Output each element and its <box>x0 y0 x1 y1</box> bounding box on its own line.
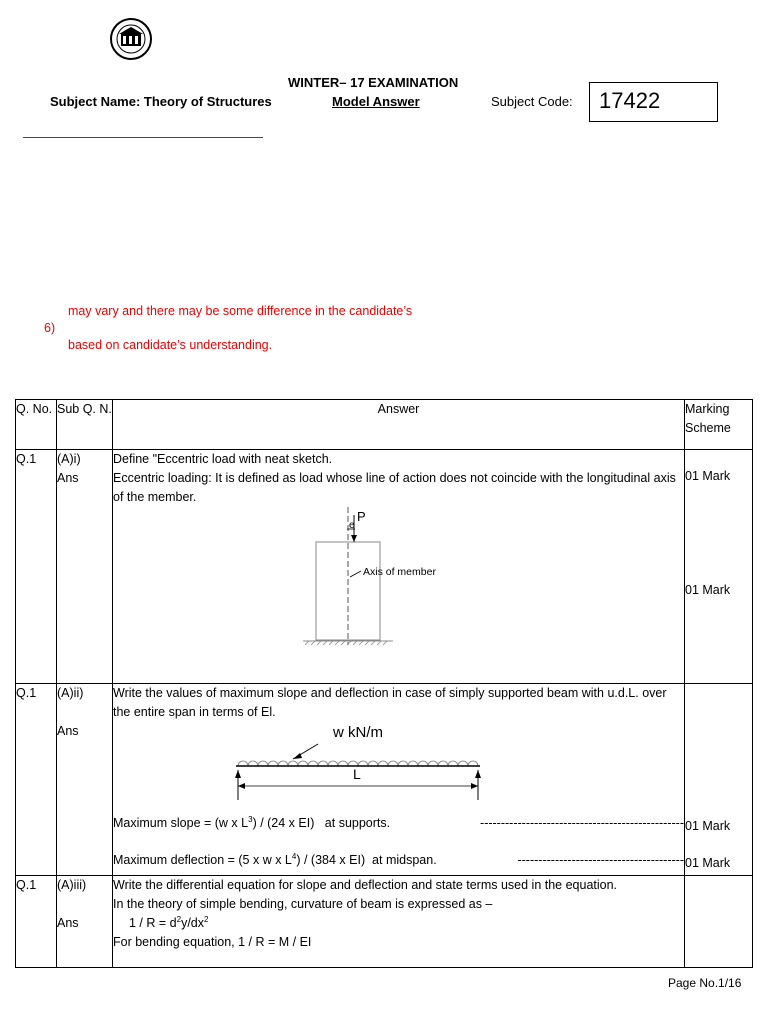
instruction-note-number: 6) <box>44 321 56 335</box>
row1-question: Define "Eccentric load with neat sketch. <box>113 452 333 466</box>
row1-sub <box>57 450 113 684</box>
row2-marks <box>685 684 753 876</box>
eccentric-load-sketch <box>303 507 603 659</box>
row2-q: Q.1 <box>16 684 57 876</box>
subject-code-box: 17422 <box>589 82 718 122</box>
row3-sub-label: (A)iii) <box>57 878 87 892</box>
row3-line3: For bending equation, 1 / R = M / EI <box>113 935 312 949</box>
load-p-label: P <box>357 509 366 524</box>
curvature-equation: $1 / R = d^2y/dx^2$ <box>129 914 209 930</box>
udl-load-label: w kN/m <box>333 724 383 741</box>
row3-question: Write the differential equation for slope and deflection and state terms used in the equation. <box>113 878 618 892</box>
row2-mark-1: 01 Mark <box>685 819 731 833</box>
slope-leader: ------------------------------------------------- <box>480 816 684 830</box>
row1-mark-2: 01 Mark <box>685 583 731 597</box>
red-divider <box>23 137 263 138</box>
row2-mark-2: 01 Mark <box>685 856 731 870</box>
row2-sub <box>57 684 113 876</box>
axis-of-member-label: Axis of member <box>363 566 436 578</box>
row2-question: Write the values of maximum slope and deflection in case of simply supported beam with u.d.L. over the entire span in terms of El. <box>113 686 667 719</box>
row2-sub-label: (A)ii) <box>57 686 84 700</box>
instruction-note-line1: may vary and there may be some difference in the candidate’s <box>68 304 413 318</box>
row1-mark-1: 01 Mark <box>685 469 731 483</box>
table-row <box>16 876 753 968</box>
row3-ans-label: Ans <box>57 916 79 930</box>
row1-answer-text: Eccentric loading: It is defined as load whose line of action does not coincide with the longitudinal axis of the member. <box>113 471 676 504</box>
table-row <box>16 684 753 876</box>
row2-answer <box>113 684 685 876</box>
max-slope-line: Maximum slope = (w x $L^3) / (24$ x EI) at supports. ------------------------------------------------- <box>113 814 684 833</box>
subject-code-label: Subject Code: <box>491 94 573 109</box>
row1-marks <box>685 450 753 684</box>
subject-name: Subject Name: Theory of Structures <box>50 94 272 109</box>
max-deflection-line: Maximum deflection = (5 x w x $L^4) / (384$ x EI) at midspan. ---------------------------------------- <box>113 851 684 870</box>
exam-title: WINTER– 17 EXAMINATION <box>288 75 459 90</box>
eccentric-load-diagram <box>113 507 684 659</box>
row2-ans-label: Ans <box>57 724 79 738</box>
row3-sub <box>57 876 113 968</box>
header-qno: Q. No. <box>16 400 57 450</box>
row3-line1: In the theory of simple bending, curvature of beam is expressed as – <box>113 897 493 911</box>
answer-table <box>15 399 753 968</box>
institution-logo <box>106 14 156 64</box>
table-row <box>16 450 753 684</box>
header-marking: Marking Scheme <box>685 400 753 450</box>
row3-answer <box>113 876 685 968</box>
row3-q: Q.1 <box>16 876 57 968</box>
row1-q: Q.1 <box>16 450 57 684</box>
header-subq: Sub Q. N. <box>57 400 113 450</box>
eccentricity-label: e <box>349 520 355 531</box>
deflection-leader: ---------------------------------------- <box>517 853 684 867</box>
udl-beam-diagram <box>113 722 684 812</box>
page-number: Page No.1/16 <box>668 976 742 990</box>
model-answer-heading: Model Answer <box>332 94 420 109</box>
row1-sub-label: (A)i) <box>57 452 81 466</box>
span-label: L <box>353 766 361 782</box>
instruction-note-line2: based on candidate’s understanding. <box>68 338 273 352</box>
header-answer: Answer <box>113 400 685 450</box>
row1-answer <box>113 450 685 684</box>
row3-marks <box>685 876 753 968</box>
table-header-row <box>16 400 753 450</box>
row1-ans-label: Ans <box>57 471 79 485</box>
